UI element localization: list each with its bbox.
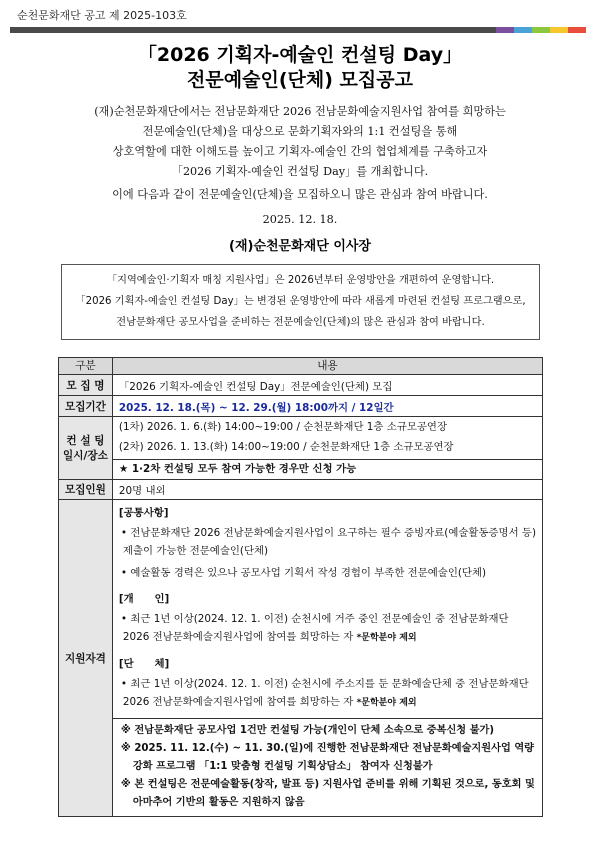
table-row	[59, 396, 543, 417]
deco-seg-1	[496, 27, 514, 33]
schedule-line: (2차) 2026. 1. 13.(화) 14:00~19:00 / 순천문화재단 1층 소규모공연장	[118, 441, 454, 453]
deco-bar-base	[10, 27, 496, 33]
value-eligibility	[112, 500, 542, 817]
bullet-line	[122, 693, 536, 712]
note-item: ※ 2025. 11. 12.(수) ~ 11. 30.(일)에 진행한 전남문화재단 전남문화예술지원사업 역량강화 프로그램 「1:1 맞춤형 컨설팅 기획상담소」 참여자 신청불가	[120, 743, 535, 772]
table-header-row	[59, 358, 543, 375]
value-count: 20명 내외	[112, 480, 542, 500]
info-box-line: 「2026 기획자-예술인 컨설팅 Day」는 변경된 운영방안에 따라 새롭게 마련된 컨설팅 프로그램으로,	[75, 296, 526, 307]
title-line-1: 「2026 기획자-예술인 컨설팅 Day」	[137, 44, 463, 66]
table-row	[59, 417, 543, 480]
table-row	[59, 375, 543, 396]
bullet-line: • 전남문화재단 2026 전남문화예술지원사업이 요구하는 필수 증빙자료(예술활동증명서 등)	[120, 527, 536, 539]
closing-sentence: 이에 다음과 같이 전문예술인(단체)을 모집하오니 많은 관심과 참여 바랍니다.	[112, 188, 488, 201]
label-schedule-line1: 컨 설 팅	[66, 435, 105, 447]
intro-line: 상호역할에 대한 이해도를 높이고 기획자-예술인 간의 협업체계를 구축하고자	[112, 145, 488, 158]
individual-title: [개 인]	[118, 593, 170, 605]
intro-paragraph	[0, 102, 600, 182]
info-box-line: 전남문화재단 공모사업을 준비하는 전문예술인(단체)의 많은 관심과 참여 바랍니다.	[116, 317, 485, 328]
value-schedule	[112, 417, 542, 480]
label-schedule-line2: 일시/장소	[63, 450, 108, 462]
recruitment-table	[58, 357, 543, 817]
bullet-line: • 예술활동 경력은 있으나 공모사업 기획서 작성 경험이 부족한 전문예술인(단체)	[120, 567, 487, 579]
individual-l2-text: 2026 전남문화예술지원사업에 참여를 희망하는 자	[122, 631, 354, 643]
intro-line: (재)순천문화재단에서는 전남문화재단 2026 전남문화예술지원사업 참여를 희망하는	[94, 105, 506, 118]
note-item: ※ 전남문화재단 공모사업 1건만 컨설팅 가능(개인이 단체 소속으로 중복신청 불가)	[120, 725, 495, 736]
common-bullet	[119, 524, 536, 560]
common-bullet	[119, 564, 536, 582]
decorative-color-bar	[10, 27, 586, 33]
deco-seg-5	[568, 27, 586, 33]
header-content: 내용	[112, 358, 542, 375]
issuer: (재)순천문화재단 이사장	[229, 239, 371, 254]
individual-exclusion: *문학분야 제외	[356, 633, 417, 643]
schedule-star-note: ★ 1·2차 컨설팅 모두 참여 가능한 경우만 신청 가능	[113, 459, 542, 479]
title-line-2: 전문예술인(단체) 모집공고	[187, 69, 413, 91]
table-row	[59, 500, 543, 817]
notice-number: 순천문화재단 공고 제 2025-103호	[17, 9, 187, 22]
deco-seg-3	[532, 27, 550, 33]
group-exclusion: *문학분야 제외	[356, 698, 417, 708]
label-name: 모 집 명	[59, 375, 113, 396]
label-eligibility: 지원자격	[59, 500, 113, 817]
schedule-line: (1차) 2026. 1. 6.(화) 14:00~19:00 / 순천문화재단 1층 소규모공연장	[118, 421, 447, 433]
bullet-line: • 최근 1년 이상(2024. 12. 1. 이전) 순천시에 거주 중인 전문예술인 중 전남문화재단	[120, 613, 509, 625]
individual-bullet	[119, 610, 536, 647]
info-box-line: 「지역예술인·기획자 매칭 지원사업」은 2026년부터 운영방안을 개편하여 운영합니다.	[106, 275, 495, 286]
info-box	[61, 264, 540, 340]
bullet-line: 제출이 가능한 전문예술인(단체)	[122, 545, 269, 557]
deco-seg-2	[514, 27, 532, 33]
note-item: ※ 본 컨설팅은 전문예술활동(창작, 발표 등) 지원사업 준비를 위해 기획된 것으로, 동호회 및 아마추어 기반의 활동은 지원하지 않음	[120, 779, 535, 808]
notice-date: 2025. 12. 18.	[262, 213, 338, 226]
bullet-line: • 최근 1년 이상(2024. 12. 1. 이전) 순천시에 주소지를 둔 문화예술단체 중 전남문화재단	[120, 678, 529, 690]
deco-seg-4	[550, 27, 568, 33]
intro-line: 전문예술인(단체)을 대상으로 문화기획자와의 1:1 컨설팅을 통해	[142, 125, 458, 138]
table-row	[59, 480, 543, 500]
group-bullet	[119, 675, 536, 712]
group-l2-text: 2026 전남문화예술지원사업에 참여를 희망하는 자	[122, 696, 354, 708]
header-category: 구분	[59, 358, 113, 375]
group-title: [단 체]	[118, 658, 170, 670]
common-title: [공통사항]	[118, 507, 169, 519]
label-period: 모집기간	[59, 396, 113, 417]
label-schedule	[59, 417, 113, 480]
bullet-line	[122, 628, 536, 647]
intro-line: 「2026 기획자-예술인 컨설팅 Day」를 개최합니다.	[171, 165, 429, 178]
value-period: 2025. 12. 18.(목) ~ 12. 29.(월) 18:00까지 / 12일간	[112, 396, 542, 417]
label-count: 모집인원	[59, 480, 113, 500]
eligibility-notes	[113, 718, 542, 816]
value-name: 「2026 기획자-예술인 컨설팅 Day」전문예술인(단체) 모집	[112, 375, 542, 396]
